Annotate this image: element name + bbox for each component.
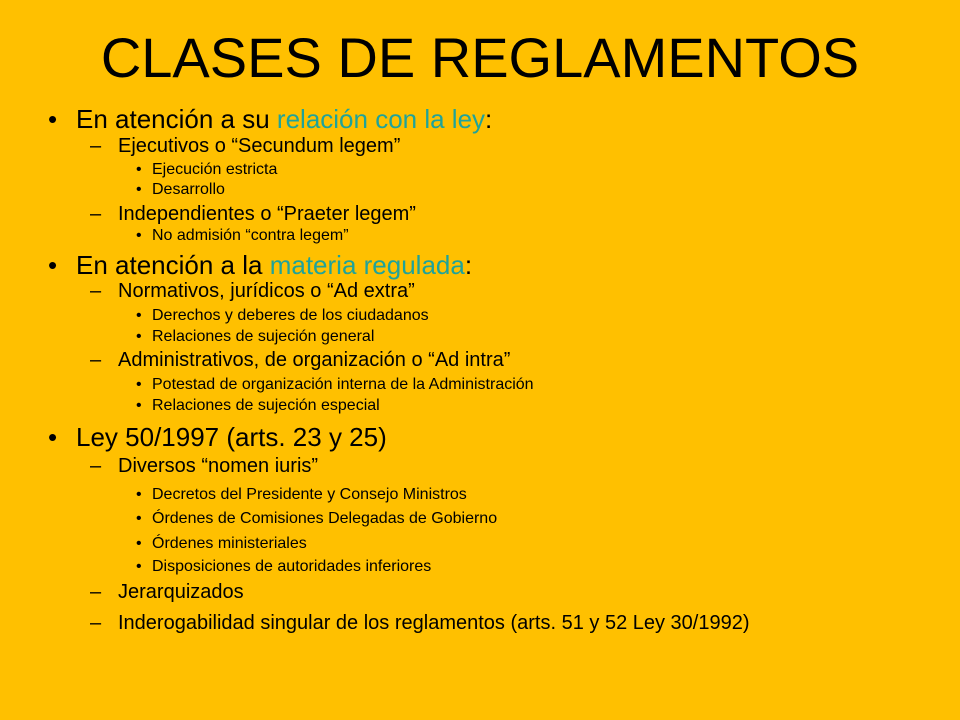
sub-item-label: Potestad de organización interna de la Administración	[152, 376, 534, 393]
bullet-dot-icon: •	[136, 328, 142, 345]
dash-icon: –	[90, 280, 102, 302]
bullet-dot-icon: •	[48, 250, 58, 280]
sub-item-label: Desarrollo	[152, 181, 225, 198]
heading-suffix: :	[464, 250, 473, 280]
bullet-dot-icon: •	[136, 161, 142, 178]
sub-item-label: No admisión “contra legem”	[152, 227, 349, 244]
dash-icon: –	[90, 581, 102, 603]
bullet-dot-icon: •	[136, 535, 142, 552]
dash-icon: –	[90, 135, 102, 157]
bullet-dot-icon: •	[136, 227, 142, 244]
heading-highlight: relación con la ley	[276, 104, 486, 134]
sub-item-label: Órdenes de Comisiones Delegadas de Gobierno	[152, 510, 498, 527]
bullet-dot-icon: •	[136, 307, 142, 324]
bullet-dot-icon: •	[136, 397, 142, 414]
sub-item-label: Relaciones de sujeción especial	[152, 397, 380, 414]
sub-item-label: Relaciones de sujeción general	[152, 328, 375, 345]
sub-item-label: Órdenes ministeriales	[152, 535, 307, 552]
bullet-dot-icon: •	[136, 486, 142, 503]
item-label: Administrativos, de organización o “Ad intra”	[118, 349, 511, 371]
item-label: Inderogabilidad singular de los reglamentos (arts. 51 y 52 Ley 30/1992)	[118, 612, 750, 634]
heading-text: Ley 50/1997 (arts. 23 y 25)	[76, 422, 387, 452]
sub-item-label: Decretos del Presidente y Consejo Ministros	[152, 486, 467, 503]
item-label: Independientes o “Praeter legem”	[118, 203, 416, 225]
bullet-dot-icon: •	[136, 510, 142, 527]
item-label: Ejecutivos o “Secundum legem”	[118, 135, 401, 157]
slide-title: CLASES DE REGLAMENTOS	[100, 26, 860, 89]
heading-text: En atención a su	[76, 104, 277, 134]
dash-icon: –	[90, 612, 102, 634]
sub-item-label: Ejecución estricta	[152, 161, 278, 178]
bullet-dot-icon: •	[136, 376, 142, 393]
heading-text: En atención a la	[76, 250, 270, 280]
bullet-dot-icon: •	[136, 181, 142, 198]
heading-highlight: materia regulada	[269, 250, 465, 280]
dash-icon: –	[90, 455, 102, 477]
item-label: Diversos “nomen iuris”	[118, 455, 319, 477]
dash-icon: –	[90, 349, 102, 371]
heading-suffix: :	[485, 104, 493, 134]
bullet-dot-icon: •	[48, 422, 58, 452]
item-label: Normativos, jurídicos o “Ad extra”	[118, 280, 415, 302]
bullet-dot-icon: •	[136, 558, 142, 575]
bullet-dot-icon: •	[48, 104, 58, 134]
sub-item-label: Disposiciones de autoridades inferiores	[152, 558, 432, 575]
sub-item-label: Derechos y deberes de los ciudadanos	[152, 307, 429, 324]
item-label: Jerarquizados	[118, 581, 244, 603]
dash-icon: –	[90, 203, 102, 225]
